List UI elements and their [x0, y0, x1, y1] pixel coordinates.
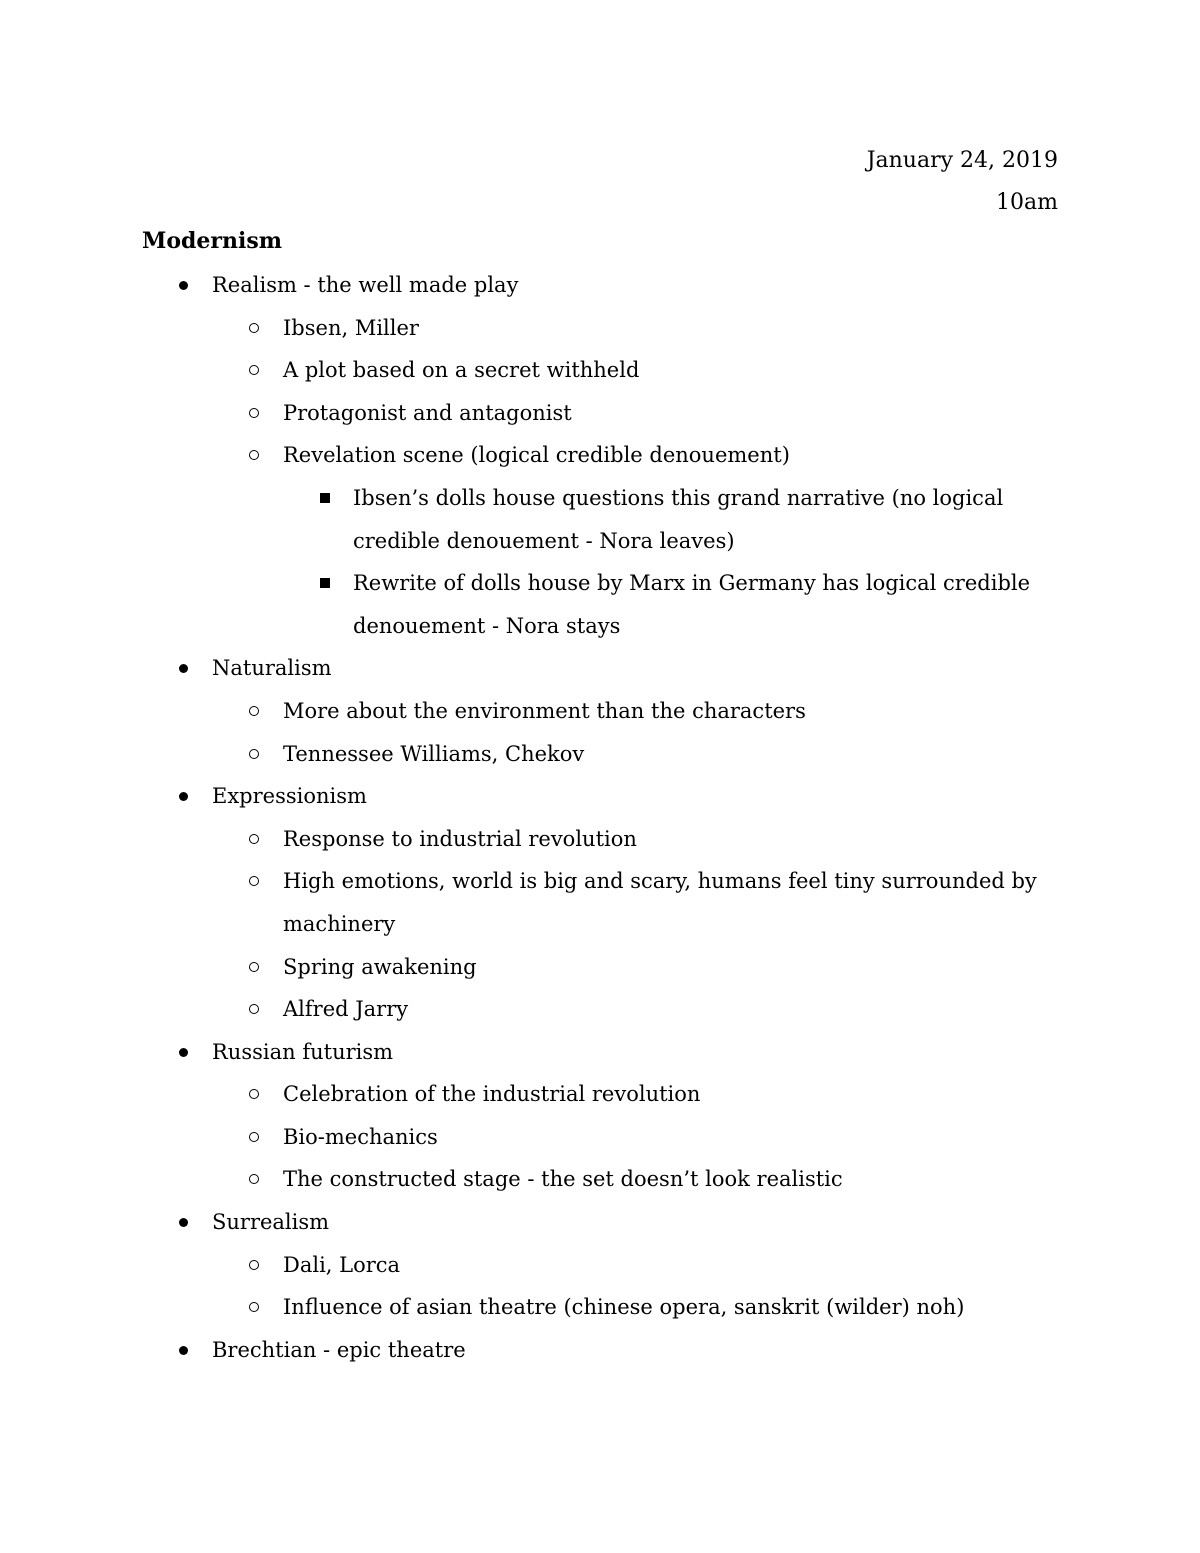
- list-item-text: Surrealism: [212, 1210, 330, 1235]
- list-item: [0, 647, 1062, 690]
- hollow-circle-bullet-icon: [249, 962, 259, 972]
- list-item: [0, 349, 1063, 392]
- list-item-text: Dali, Lorca: [283, 1252, 401, 1277]
- filled-circle-bullet-icon: [179, 1048, 188, 1057]
- list-item: [0, 1286, 1063, 1329]
- list-item-text: Realism - the well made play: [212, 273, 519, 297]
- list-item: [0, 733, 1063, 776]
- list-item: [0, 1158, 1063, 1201]
- square-bullet-icon: [320, 578, 330, 588]
- hollow-circle-bullet-icon: [249, 1004, 259, 1014]
- list-item: [0, 860, 1063, 945]
- hollow-circle-bullet-icon: [249, 1089, 259, 1099]
- list-item-text: Naturalism: [212, 656, 332, 681]
- hollow-circle-bullet-icon: [249, 749, 259, 759]
- hollow-circle-bullet-icon: [249, 1174, 259, 1184]
- list-item: [0, 562, 1033, 647]
- list-item-text: Ibsen, Miller: [283, 315, 419, 340]
- filled-circle-bullet-icon: [179, 792, 188, 801]
- list-item-text: Protagonist and antagonist: [283, 400, 572, 425]
- hollow-circle-bullet-icon: [249, 706, 259, 716]
- list-item: [0, 1116, 1063, 1159]
- list-item-text: Revelation scene (logical credible denouement): [283, 443, 790, 468]
- list-item: [0, 264, 1062, 307]
- list-item-text: Bio-mechanics: [283, 1124, 438, 1149]
- outline-list: [0, 264, 1200, 1371]
- list-item: [0, 1244, 1063, 1287]
- date-text: January 24, 2019: [866, 148, 1058, 173]
- hollow-circle-bullet-icon: [249, 876, 259, 886]
- time-text: 10am: [996, 190, 1058, 215]
- hollow-circle-bullet-icon: [249, 450, 259, 460]
- list-item: [0, 392, 1063, 435]
- list-item: [0, 1329, 1062, 1372]
- list-item-text: Expressionism: [212, 784, 367, 809]
- list-item: [0, 477, 1033, 562]
- list-item-text: Rewrite of dolls house by Marx in Germany has logical credible denouement - Nora stays: [353, 571, 1031, 638]
- list-item: [0, 1201, 1062, 1244]
- list-item-text: Response to industrial revolution: [283, 826, 637, 851]
- square-bullet-icon: [320, 493, 330, 503]
- list-item-text: A plot based on a secret withheld: [283, 358, 640, 383]
- filled-circle-bullet-icon: [179, 281, 188, 290]
- list-item-text: Influence of asian theatre (chinese opera, sanskrit (wilder) noh): [283, 1295, 965, 1320]
- filled-circle-bullet-icon: [179, 1218, 188, 1227]
- hollow-circle-bullet-icon: [249, 323, 259, 333]
- hollow-circle-bullet-icon: [249, 1132, 259, 1142]
- list-item-text: High emotions, world is big and scary, humans feel tiny surrounded by machinery: [283, 869, 1037, 936]
- list-item-text: Tennessee Williams, Chekov: [283, 741, 585, 766]
- list-item-text: The constructed stage - the set doesn’t look realistic: [283, 1167, 843, 1192]
- list-item: [0, 946, 1063, 989]
- list-item-text: Ibsen’s dolls house questions this grand narrative (no logical credible denouement - Nora leaves): [353, 485, 1004, 553]
- list-item: [0, 1031, 1062, 1074]
- list-item: [0, 775, 1062, 818]
- list-item: [0, 434, 1063, 477]
- list-item: [0, 690, 1063, 733]
- list-item: [0, 988, 1063, 1031]
- hollow-circle-bullet-icon: [249, 1260, 259, 1270]
- list-item-text: More about the environment than the characters: [283, 698, 806, 723]
- hollow-circle-bullet-icon: [249, 834, 259, 844]
- hollow-circle-bullet-icon: [249, 1302, 259, 1312]
- list-item-text: Spring awakening: [283, 954, 477, 979]
- list-item-text: Brechtian - epic theatre: [212, 1337, 466, 1362]
- filled-circle-bullet-icon: [179, 664, 188, 673]
- document-heading: Modernism: [142, 228, 283, 254]
- list-item: [0, 818, 1063, 861]
- date-block: [867, 140, 1058, 224]
- list-item: [0, 307, 1063, 350]
- hollow-circle-bullet-icon: [249, 408, 259, 418]
- filled-circle-bullet-icon: [179, 1346, 188, 1355]
- list-item-text: Alfred Jarry: [283, 997, 409, 1022]
- hollow-circle-bullet-icon: [249, 365, 259, 375]
- list-item-text: Celebration of the industrial revolution: [283, 1082, 701, 1107]
- list-item: [0, 1073, 1063, 1116]
- list-item-text: Russian futurism: [212, 1039, 394, 1064]
